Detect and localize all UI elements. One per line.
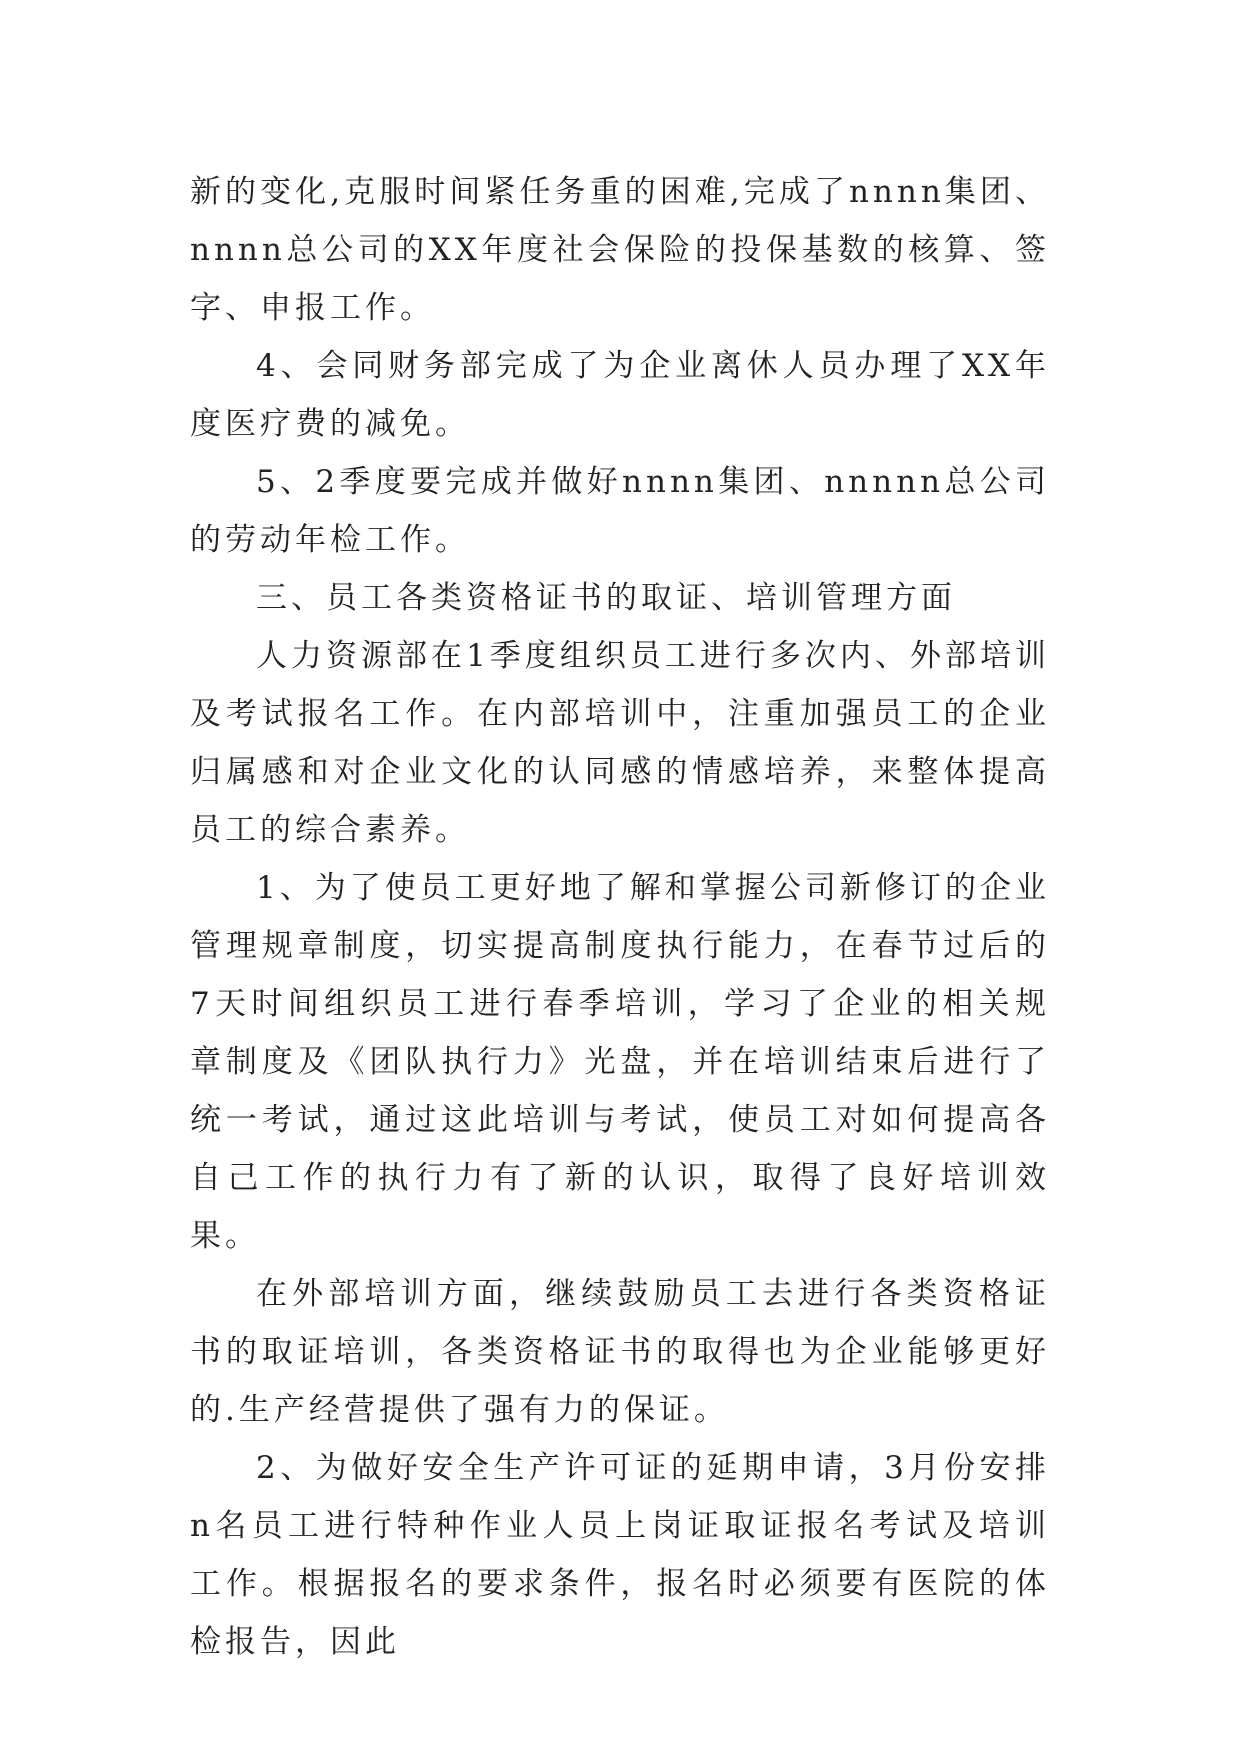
paragraph-training-item-2: 2、为做好安全生产许可证的延期申请，3月份安排n名员工进行特种作业人员上岗证取证报名考试及培训工作。根据报名的要求条件，报名时必须要有医院的体检报告，因此 xyxy=(190,1450,1050,1660)
paragraph-external-training: 在外部培训方面，继续鼓励员工去进行各类资格证书的取证培训，各类资格证书的取得也为企业能够更好的.生产经营提供了强有力的保证。 xyxy=(190,1276,1050,1428)
document-body xyxy=(190,163,1050,1671)
paragraph-item-5: 5、2季度要完成并做好nnnn集团、nnnnn总公司的劳动年检工作。 xyxy=(190,464,1050,558)
paragraph-training-item-1: 1、为了使员工更好地了解和掌握公司新修订的企业管理规章制度，切实提高制度执行能力，在春节过后的7天时间组织员工进行春季培训，学习了企业的相关规章制度及《团队执行力》光盘，并在培训结束后进行了统一考试，通过这此培训与考试，使员工对如何提高各自己工作的执行力有了新的认识，取得了良好培训效果。 xyxy=(190,870,1050,1254)
paragraph-item-4: 4、会同财务部完成了为企业离休人员办理了XX年度医疗费的减免。 xyxy=(190,348,1050,442)
section-heading-3: 三、员工各类资格证书的取证、培训管理方面 xyxy=(256,580,956,616)
paragraph-social-insurance-continued: 新的变化,克服时间紧任务重的困难,完成了nnnn集团、nnnn总公司的XX年度社会保险的投保基数的核算、签字、申报工作。 xyxy=(190,174,1050,326)
paragraph-training-intro: 人力资源部在1季度组织员工进行多次内、外部培训及考试报名工作。在内部培训中，注重加强员工的企业归属感和对企业文化的认同感的情感培养，来整体提高员工的综合素养。 xyxy=(190,638,1050,848)
